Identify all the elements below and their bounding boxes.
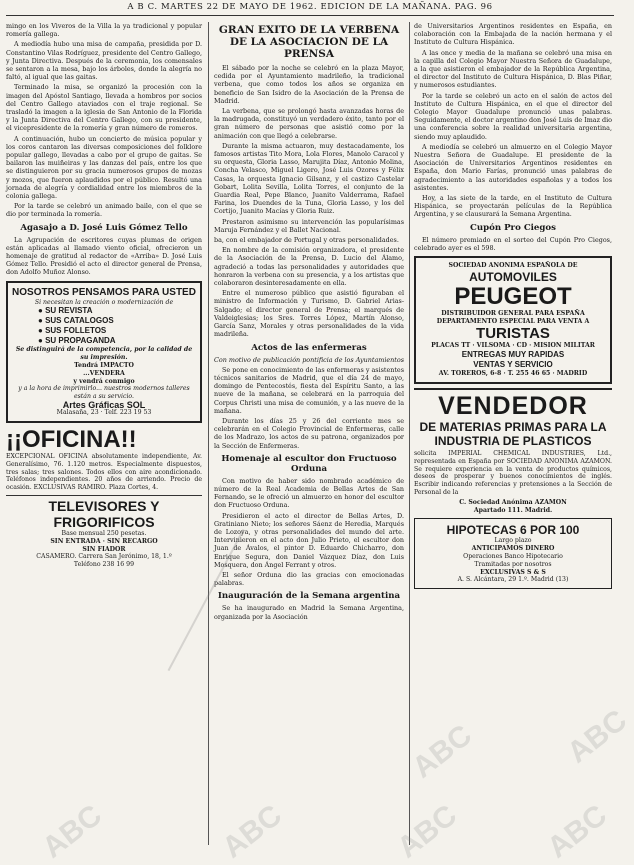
column-1 [6, 22, 202, 845]
ad-line: DISTRIBUIDOR GENERAL PARA ESPAÑA [441, 309, 585, 317]
paragraph: de Universitarios Argentinos residentes en España, en colaboración con la Embajada de la nación hermana y el Instituto de Cultura Hispánica. [414, 22, 612, 47]
watermark: ABC [561, 703, 633, 770]
ad-line: Base mensual 250 pesetas. [61, 530, 147, 538]
ad-sign: C. Sociedad Anónima AZAMON [459, 498, 567, 506]
watermark: ABC [406, 718, 478, 785]
ad-line: ENTREGAS MUY RAPIDAS [461, 350, 565, 360]
watermark: ABC [541, 798, 613, 865]
ad-item-label: SU REVISTA [45, 306, 93, 316]
ad-company: Artes Gráficas SOL [62, 400, 146, 411]
ad-item-label: SUS CATALOGOS [45, 316, 114, 326]
ad-peugeot [414, 256, 612, 384]
ad-title: HIPOTECAS 6 POR 100 [446, 523, 580, 538]
paragraph: Con motivo de haber sido nombrado académico de número de la Real Academia de Bellas Artes de San Fernando, se le ofreció un almuerzo en honor del escultor don Fructuoso Orduna. [214, 476, 404, 510]
paragraph: La verbena, que se prolongó hasta avanzadas horas de la madrugada, constituyó un verdadero éxito, tanto por el gran número de personas que asistió como por la animación con que llegó a celebrarse. [214, 107, 404, 140]
paragraph: mingo en los Viveros de la Villa la ya tradicional y popular romería gallega. [6, 22, 202, 39]
paragraph: Terminado la misa, se organizó la procesión con la imagen del Apóstol Santiago, llevada a hombros por socios del Centro Gallego ataviados con el traje regional. Se trasladó la imagen a la iglesia de San Antonio de la Florida y la Junta Directiva del Centro Gallego, con su presidente, el vicepresidente de la romería y gran número de romeros. [6, 83, 202, 133]
ad-address: Malasaña, 23 · Telf. 223 19 53 [56, 409, 152, 417]
ad-vendedor [414, 388, 612, 514]
ad-line: Teléfono 238 16 99 [73, 561, 135, 569]
ad-title: VENDEDOR [438, 392, 588, 421]
ad-item [12, 316, 196, 326]
ad-subtitle: DE MATERIAS PRIMAS PARA LA INDUSTRIA DE PLASTICOS [419, 420, 607, 449]
ad-foot: y a la hora de imprimirlo... nuestros modernos talleres están a su servicio. [18, 385, 190, 401]
ad-oficina [6, 427, 202, 492]
ad-line: AUTOMOVILES [469, 269, 557, 284]
peugeot-logo: PEUGEOT [454, 282, 572, 310]
paragraph: A las once y media de la mañana se celebró una misa en la capilla del Colegio Mayor Nuestra Señora de Guadalupe, a la que asistieron el embajador de la República Argentina, el director del Instituto de Cultura Hispánica, D. Blas Piñar, y numerosos estudiantes. [414, 48, 612, 90]
paragraph: Presidieron el acto el director de Bellas Artes, D. Gratiniano Nieto; los señores Sáenz de Heredia, Marqués de Lozoya, y otras personalidades del mundo del arte. Intervinieron en el acto don Julio Prieto, el escultor don Juan de Ávalos, el pintor D. Eduardo Chicharro, don Enrique Segura, don Daniel Vázquez Díaz, don Luis Mosquera, don Ángel Ferrant y otros. [214, 511, 404, 569]
column-rule [409, 22, 410, 845]
ad-text: solicita IMPERIAL CHEMICAL INDUSTRIES, Ltd., representada en España por SOCIEDAD ANONIMA AZAMON. Se requiere experiencia en la venta de productos químicos, deseos de prosperar y buenos conocimientos de inglés. Escribir indicando referencias y pretensiones a la Sección de Personal de la [414, 450, 612, 497]
subheadline: Con motivo de publicación pontificia de los Ayuntamientos [214, 355, 404, 364]
ad-line: A. S. Alcántara, 29 1.º. Madrid (13) [457, 576, 569, 584]
paragraph: Durante los días 25 y 26 del corriente mes se celebrarán en el Colegio Provincial de Enfermeras, calle de los Madrazo, los actos de su patrona, organizados por la Sección de Enfermeras. [214, 416, 404, 450]
ad-address: Apartado 111. Madrid. [473, 506, 553, 514]
ad-line: ANTICIPAMOS DINERO [471, 545, 555, 553]
ad-line: SIN FIADOR [82, 545, 126, 553]
bullet-icon: ● [38, 316, 46, 326]
ad-hipotecas [414, 518, 612, 589]
paragraph: El señor Orduna dio las gracias con emocionadas palabras. [214, 570, 404, 588]
paragraph: Entre el numeroso público que asistió figuraban el ministro de Información y Turismo, D. Gabriel Arias-Salgado; el director general de Prensa; el marqués de Valdeiglesias; los Sres. Torres López, Martín Alonso, García Sanz, Morales y otras personalidades de la vida madrileña. [214, 289, 404, 339]
headline-homenaje: Homenaje al escultor don Fructuoso Orduna [221, 453, 397, 474]
ad-line: y vendrá conmigo [73, 377, 135, 385]
headline-agasajo: Agasajo a D. José Luis Gómez Tello [20, 222, 188, 233]
ad-line: AV. TOREROS, 6-8 · T. 255 46 65 · MADRID [438, 370, 588, 378]
paragraph: A mediodía se celebró un almuerzo en el Colegio Mayor Nuestra Señora de Guadalupe. El presidente de la Asociación de Universitarios Argentinos residentes en España, don Mario Farías, pronunció unas palabras de agradecimiento a las autoridades españolas y a todos los asistentes. [414, 142, 612, 192]
headline-enfermeras: Actos de las enfermeras [251, 342, 367, 353]
ad-line: Largo plazo [494, 537, 532, 545]
paragraph: Se ha inaugurado en Madrid la Semana Argentina, organizada por la Asociación [214, 604, 404, 621]
ad-line: PLACAS TT · VILSOMA · CD · MISION MILITAR [431, 342, 595, 350]
paragraph: Por la tarde se celebró un acto en el salón de actos del Instituto de Cultura Hispánica, en el que el director del Colegio Mayor Guadalupe pronunció unas palabras. Seguidamente, el doctor argentino don José Luis de Imaz dio una conferencia sobre la realidad universitaria argentina, siendo muy aplaudido. [414, 91, 613, 141]
ad-line: ...VENDERA [83, 369, 125, 377]
paragraph: En nombre de la comisión organizadora, el presidente de la Asociación de la Prensa, D. Lucio del Álamo, agradeció a todas las personalidades y autoridades que honraron la verbena con su presencia, y a los artistas que colaboraron desinteresadamente en ella. [214, 246, 404, 288]
headline-verbena: GRAN EXITO DE LA VERBENA DE LA ASOCIACION DE LA PRENSA [218, 24, 400, 60]
ad-line: SOCIEDAD ANONIMA ESPAÑOLA DE [448, 262, 578, 270]
ad-item-label: SU PROPAGANDA [45, 336, 116, 346]
paragraph: Se pone en conocimiento de las enfermeras y asistentes técnicos sanitarios de Madrid, que el día 24 de mayo, domingo de Pentecostés, fiesta del Espíritu Santo, a las nueve de la mañana, se celebrará en la parroquia del Corpus Christi una misa de comunión, y a las nueve de la mañana. [214, 365, 404, 415]
bullet-icon: ● [38, 306, 46, 316]
column-rule [208, 22, 209, 845]
paragraph: Hoy, a las siete de la tarde, en el Instituto de Cultura Hispánica, se proyectarán películas de la República Argentina, y se clausurará la Semana Argentina. [414, 194, 612, 219]
headline-cupon: Cupón Pro Ciegos [470, 222, 556, 233]
bullet-icon: ● [38, 336, 46, 346]
paragraph: El número premiado en el sorteo del Cupón Pro Ciegos, celebrado ayer es el 598. [414, 235, 612, 252]
watermark: ABC [36, 798, 108, 865]
bullet-icon: ● [38, 326, 46, 336]
ad-artes-graficas [6, 281, 202, 423]
ad-line: Operaciones Banco Hipotecario [463, 553, 563, 561]
paragraph: Durante la misma actuaron, muy destacadamente, los famosos artistas Tito Mora, Lola Flores, Manolo Caracol y su orquesta, Gloria Lasso, Marujita Díaz, Antonio Molina, Concha Velasco, Miguel Ligero, José Luis Ozores y Félix Casas, la orquesta Ignacio Gilsanz, y el castizo Castelar Gobart, Lolita Sevilla, Lolita Torres, el conjunto de la Guardia Real, Pepe Blanco, Juanito Valderrama, Rafael Farina, los Duendes de la Tuna, Gloria Lasso, y los del Cortijo, Juanito Macías y Gloria Ruiz. [214, 141, 404, 216]
ad-intro: Si necesitan la creación o modernización de [34, 298, 174, 306]
headline-semana-argentina: Inauguración de la Semana argentina [217, 591, 401, 602]
ad-title: ¡¡OFICINA!! [6, 426, 137, 454]
ad-item [12, 326, 196, 336]
ad-line: EXCLUSIVAS S & S [480, 568, 546, 576]
ad-item-label: SUS FOLLETOS [45, 326, 107, 336]
column-2 [214, 22, 404, 845]
paragraph: A continuación, hubo un concierto de música popular y los coros cantaron las diversas composiciones del folklore popular gallego, llevadas a cabo por el grupo de gaitas. Se bailaron las muiñeiras y las danzas del país, entre los que se distinguieron por su gracia numerosos grupos de mozas y mozos, que fueron aplaudidos por el público. Resultó una jornada de alegría y cordialidad entre los miembros de la colonia gallega. [6, 134, 202, 201]
paragraph: A mediodía hubo una misa de campaña, presidida por D. Constantino Vilas Rodríguez, presidente del Centro Gallego, y Junta Directiva. Después de la ceremonia, los comensales se sentaron a la mesa, bajo los árboles, donde la alegría no faltó, al igual que las gaitas. [6, 40, 202, 82]
ad-line: DEPARTAMENTO ESPECIAL PARA VENTA A [436, 317, 590, 325]
ad-line: CASAMERO. Carrera San Jerónimo, 18, 1.º [36, 553, 172, 561]
ad-sub: Se distinguirá de la competencia, por la calidad de su impresión. [15, 346, 193, 362]
ad-text: EXCEPCIONAL OFICINA absolutamente independiente, Av. Generalísimo, 76. 1.120 metros. Especialmente dispuestos, tres salas; tres salones. Todos ellos con aire acondicionado. Teléfonos independientes. 20 años de arriendo. Precio de ocasión. EXCLUSIVAS RAMIRO. Plaza Cortes, 4. [6, 453, 202, 492]
watermark: ABC [216, 798, 288, 865]
column-3 [414, 22, 612, 845]
paragraph: Por la tarde se celebró un animado baile, con el que se dio por terminada la romería. [6, 202, 202, 219]
paragraph: El sábado por la noche se celebró en la plaza Mayor, cedida por el Ayuntamiento madrileño, la tradicional verbena, que como todos los años se organiza en beneficio de San Isidro de la Asociación de la Prensa de Madrid. [214, 64, 404, 105]
ad-item [12, 306, 196, 316]
ad-line: SIN ENTRADA · SIN RECARGO [50, 537, 158, 545]
ad-title: TELEVISORES Y FRIGORIFICOS [48, 498, 160, 531]
ad-title: NOSOTROS PENSAMOS PARA USTED [12, 286, 196, 298]
ad-line: TURISTAS [476, 325, 550, 343]
ad-line: Tendrá IMPACTO [74, 362, 134, 370]
paragraph: La Agrupación de escritores cuyas plumas de origen están aplicadas al llamado viento oficial, ofrecieron un homenaje de gratitud al redactor de «Arriba» D. José Luis Gómez Tello. Presidió el acto el director general de Prensa, don Adolfo Muñoz Alonso. [6, 235, 202, 277]
page-header: A B C. MARTES 22 DE MAYO DE 1962. EDICION DE LA MAÑANA. PAG. 96 [6, 2, 614, 16]
ad-line: Tramitadas por nosotros [474, 560, 552, 568]
ad-televisores [6, 495, 202, 569]
paragraph: ba, con el embajador de Portugal y otras personalidades. [214, 236, 399, 245]
paragraph: Prestaron asimismo su intervención las popularísimas Maruja Fernández y el Ballet Nacional. [214, 217, 404, 234]
ad-line: VENTAS Y SERVICIO [473, 360, 553, 370]
watermark: ABC [391, 798, 463, 865]
ad-item [12, 336, 196, 346]
